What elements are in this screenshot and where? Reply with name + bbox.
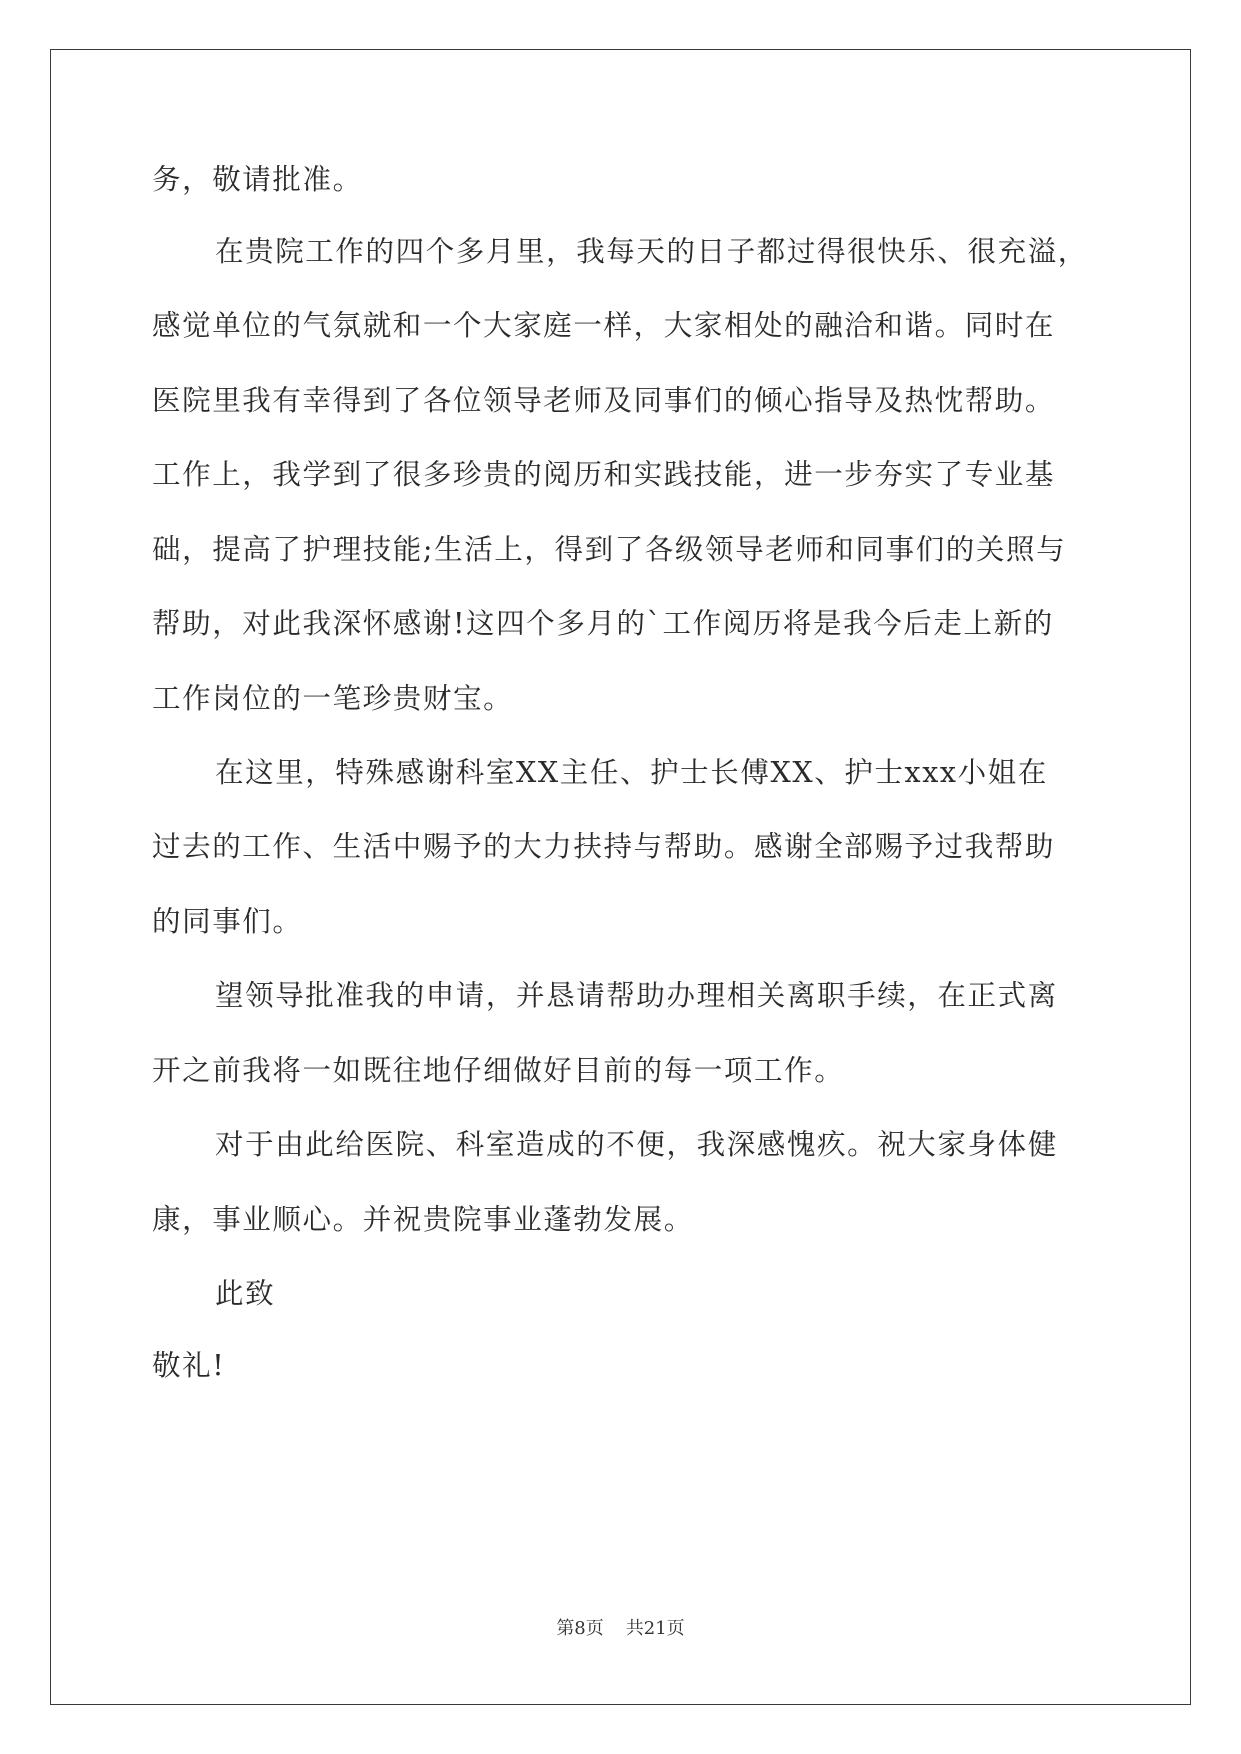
text-line: 感觉单位的气氛就和一个大家庭一样，大家相处的融洽和谐。同时在 xyxy=(152,309,1056,342)
closing-line: 此致 xyxy=(215,1277,276,1310)
page-number: 第8页 xyxy=(556,1618,604,1639)
text-line: 医院里我有幸得到了各位领导老师及同事们的倾心指导及热忱帮助。 xyxy=(152,384,1056,417)
text-line: 康，事业顺心。并祝贵院事业蓬勃发展。 xyxy=(152,1203,694,1236)
text-line: 的同事们。 xyxy=(152,905,303,938)
paragraph-start-line: 对于由此给医院、科室造成的不便，我深感愧疚。祝大家身体健 xyxy=(215,1128,1058,1161)
text-line: 工作岗位的一笔珍贵财宝。 xyxy=(152,682,514,715)
salutation-line: 敬礼! xyxy=(152,1349,226,1382)
text-line: 务，敬请批准。 xyxy=(152,163,363,196)
text-line: 过去的工作、生活中赐予的大力扶持与帮助。感谢全部赐予过我帮助 xyxy=(152,830,1056,863)
text-line: 帮助，对此我深怀感谢!这四个多月的`工作阅历将是我今后走上新的 xyxy=(152,607,1054,640)
text-line: 工作上，我学到了很多珍贵的阅历和实践技能，进一步夯实了专业基 xyxy=(152,458,1056,491)
paragraph-start-line: 在贵院工作的四个多月里，我每天的日子都过得很快乐、很充溢， xyxy=(215,235,1088,268)
paragraph-start-line: 在这里，特殊感谢科室XX主任、护士长傅XX、护士xxx小姐在 xyxy=(215,756,1048,789)
page-border xyxy=(50,49,1191,1705)
text-line: 础，提高了护理技能;生活上，得到了各级领导老师和同事们的关照与 xyxy=(152,533,1067,566)
page-footer xyxy=(0,1614,1241,1640)
page-total: 共21页 xyxy=(625,1618,685,1639)
text-line: 开之前我将一如既往地仔细做好目前的每一项工作。 xyxy=(152,1054,845,1087)
paragraph-start-line: 望领导批准我的申请，并恳请帮助办理相关离职手续，在正式离 xyxy=(215,979,1058,1012)
